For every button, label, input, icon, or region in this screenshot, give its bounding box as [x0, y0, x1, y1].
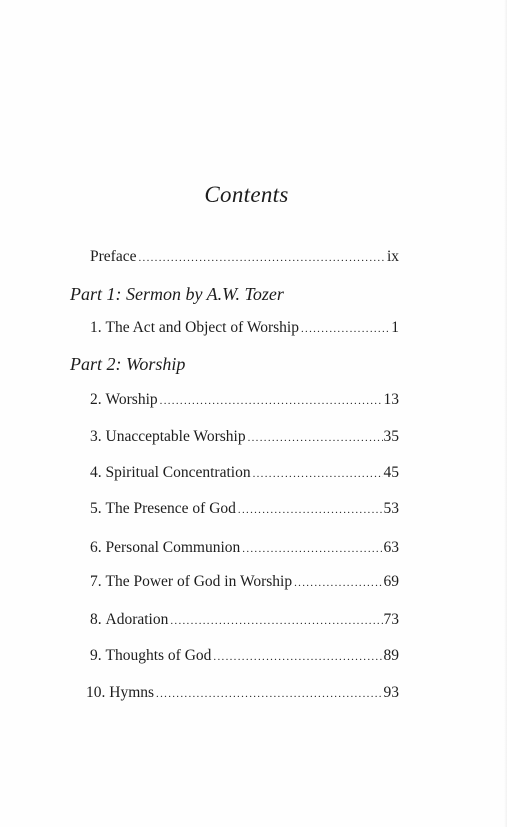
toc-entry-5: [90, 498, 399, 520]
toc-entry-label: Worship: [105, 391, 158, 408]
toc-entry-label: Thoughts of God: [105, 647, 212, 664]
toc-chapter-number: 9.: [90, 647, 102, 664]
toc-page-number: 89: [383, 647, 399, 664]
toc-chapter-number: 10.: [86, 684, 106, 701]
dot-leader: [160, 390, 383, 412]
dot-leader: [253, 463, 383, 485]
toc-page-number: 93: [383, 684, 399, 701]
toc-page-number: 53: [383, 500, 399, 517]
toc-page-number: 13: [383, 391, 399, 408]
dot-leader: [248, 427, 383, 449]
toc-chapter-number: 6.: [90, 539, 102, 556]
toc-page-number: 63: [383, 539, 399, 556]
toc-entry-4: [90, 462, 399, 484]
toc-chapter-number: 7.: [90, 573, 102, 590]
toc-chapter-number: 4.: [90, 464, 102, 481]
toc-entry-label: The Presence of God: [105, 500, 236, 517]
dot-leader: [213, 646, 382, 668]
toc-entry-label: Unacceptable Worship: [105, 428, 246, 445]
toc-entry-8: [90, 609, 399, 631]
dot-leader: [238, 499, 383, 521]
toc-entry-7: [90, 571, 399, 593]
toc-entry-preface: [90, 246, 399, 268]
toc-entry-label: The Power of God in Worship: [105, 573, 293, 590]
toc-chapter-number: 8.: [90, 611, 102, 628]
dot-leader: [170, 610, 382, 632]
toc-page-number: 35: [383, 428, 399, 445]
toc-chapter-number: 2.: [90, 391, 102, 408]
toc-chapter-number: 3.: [90, 428, 102, 445]
toc-entry-label: Hymns: [109, 684, 155, 701]
toc-chapter-number: 5.: [90, 500, 102, 517]
toc-entry-10: [86, 682, 399, 704]
toc-page-number: 1: [391, 319, 399, 336]
toc-entry-3: [90, 426, 399, 448]
toc-entry-2: [90, 389, 399, 411]
toc-entry-9: [90, 645, 399, 667]
toc-page-number: 69: [383, 573, 399, 590]
dot-leader: [156, 683, 382, 705]
toc-page-number: 45: [383, 464, 399, 481]
toc-entry-label: Adoration: [105, 611, 169, 628]
toc-entry-label: Spiritual Concentration: [105, 464, 251, 481]
toc-entry-label: The Act and Object of Worship: [105, 319, 299, 336]
toc-entry-label: Preface: [90, 248, 137, 265]
toc-chapter-number: 1.: [90, 319, 102, 336]
toc-entry-6: [90, 537, 399, 559]
dot-leader: [301, 318, 390, 340]
toc-entry-label: Personal Communion: [105, 539, 241, 556]
toc-page-number: 73: [383, 611, 399, 628]
part-2-heading: Part 2: Worship: [70, 354, 186, 374]
dot-leader: [294, 572, 382, 594]
toc-entry-1: [90, 317, 399, 339]
dot-leader: [242, 538, 382, 560]
dot-leader: [138, 247, 385, 269]
contents-title: Contents: [204, 182, 289, 207]
toc-page-number: ix: [386, 248, 399, 265]
part-1-heading: Part 1: Sermon by A.W. Tozer: [70, 284, 284, 304]
